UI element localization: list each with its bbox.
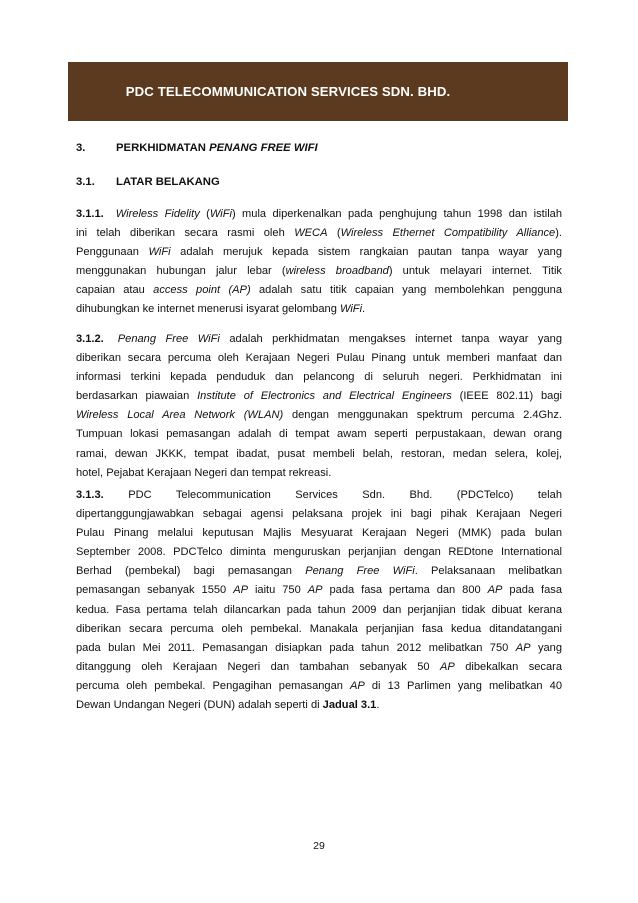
text-segment: yang (530, 641, 563, 654)
paragraph-line (76, 696, 562, 715)
text-segment: hotel, Pejabat Kerajaan Negeri dan tempat rekreasi. (76, 466, 332, 479)
text-segment: WiFi (339, 303, 363, 316)
text-segment: September 2008. PDCTelco diminta menguruskan perjanjian dengan REDtone International (76, 546, 562, 559)
paragraph-line (76, 368, 562, 387)
text-segment: di 13 Parlimen yang melibatkan 40 (364, 679, 562, 692)
paragraph-number: 3.1.1. (76, 208, 104, 220)
text-segment: Berhad (pembekal) bagi pemasangan (76, 565, 306, 578)
text-segment: diberikan secara percuma oleh Kerajaan Negeri Pulau Pinang untuk memberi manfaat dan (76, 352, 562, 365)
text-segment: informasi terkini kepada penduduk dan pelancong di seluruh negeri. Perkhidmatan ini (76, 371, 562, 384)
section-3-number: 3. (76, 142, 86, 154)
text-segment: pada fasa (502, 584, 563, 597)
text-segment: dipertanggungjawabkan sebagai agensi pelaksana projek ini bagi pihak Kerajaan Negeri (76, 508, 562, 521)
text-segment: ini telah diberikan secara rasmi oleh (76, 227, 295, 240)
text-segment: AP (233, 584, 248, 597)
text-segment: . (362, 303, 366, 316)
text-segment: AP (440, 660, 455, 673)
text-segment: AP (487, 584, 503, 597)
paragraph-line (76, 505, 562, 524)
section-3-heading (76, 142, 318, 154)
section-3-title-italic: PENANG FREE WIFI (209, 142, 318, 154)
text-segment: dihubungkan ke internet menerusi isyarat gelombang (76, 303, 340, 316)
text-segment: . (376, 699, 380, 712)
text-segment: ) untuk melayari internet. Titik (388, 265, 562, 278)
paragraph-line (76, 406, 562, 425)
text-segment: adalah perkhidmatan mengakses internet tanpa wayar yang (219, 333, 562, 345)
page-number: 29 (313, 840, 325, 852)
text-segment: Pulau Pinang melalui keputusan Majlis Mesyuarat Kerajaan Negeri (MMK) pada bulan (76, 527, 562, 540)
paragraph-line (76, 543, 562, 562)
banner-title: PDC TELECOMMUNICATION SERVICES SDN. BHD. (125, 84, 451, 99)
paragraph-number: 3.1.2. (76, 333, 104, 345)
text-segment: access point (AP) (153, 284, 251, 297)
text-segment: Tumpuan lokasi pemasangan adalah di tempat awam seperti perpustakaan, dewan orang (76, 428, 562, 441)
text-segment: ( (199, 208, 210, 220)
text-segment: Penang Free WiFi (117, 333, 220, 345)
text-segment: AP (515, 641, 531, 654)
paragraph-line (76, 243, 562, 262)
text-segment: pemasangan sebanyak 1550 (76, 584, 234, 597)
text-segment: adalah satu titik capaian yang membolehkan pengguna (250, 284, 563, 297)
paragraph-line (76, 349, 562, 368)
paragraph-number: 3.1.3. (76, 489, 129, 501)
paragraph-3-1-2 (76, 330, 562, 483)
text-segment: Jadual 3.1 (322, 699, 377, 712)
text-segment: AP (307, 584, 323, 597)
paragraph-line (76, 562, 562, 581)
paragraph-line (76, 281, 562, 300)
paragraph-line (76, 658, 562, 677)
paragraph-line (76, 677, 562, 696)
paragraph-line (76, 387, 562, 406)
text-segment: Institute of Electronics and Electrical Engineers (197, 390, 452, 403)
section-3-1-number: 3.1. (76, 176, 95, 188)
text-segment: capaian atau (76, 284, 154, 297)
text-segment: Wireless Fidelity (115, 208, 200, 220)
text-segment: Wireless Local Area Network (WLAN) (76, 409, 284, 422)
section-3-1-title: LATAR BELAKANG (116, 176, 220, 188)
text-segment: Penggunaan (76, 246, 149, 259)
paragraph-3-1-1 (76, 205, 562, 320)
text-segment: menggunakan hubungan jalur lebar ( (76, 265, 286, 278)
text-segment: WECA (294, 227, 328, 240)
text-segment: dibekalkan secara (454, 660, 562, 673)
paragraph-line (76, 300, 562, 319)
section-3-1-heading (76, 176, 220, 188)
text-segment: iaitu 750 (248, 584, 308, 597)
paragraph-line (76, 486, 562, 505)
text-segment: ditanggung oleh Kerajaan Negeri dan tambahan sebanyak 50 (76, 660, 440, 673)
text-segment: wireless broadband (285, 265, 389, 278)
text-segment: (IEEE 802.11) bagi (451, 390, 562, 403)
text-segment: diberikan secara percuma oleh pembekal. Manakala perjanjian fasa kedua ditandatangani (76, 622, 562, 635)
text-segment: dengan menggunakan spektrum percuma 2.4Ghz. (283, 409, 562, 422)
text-segment: Penang Free WiFi (305, 565, 415, 578)
text-segment: ). (555, 227, 563, 240)
text-segment: WiFi (148, 246, 171, 259)
paragraph-line (76, 425, 562, 444)
text-segment: AP (350, 679, 365, 692)
text-segment: kedua. Fasa pertama telah dilancarkan pada tahun 2009 dan perjanjian tidak dibuat kerana (76, 603, 562, 616)
text-segment: Dewan Undangan Negeri (DUN) adalah seperti di (76, 699, 323, 712)
text-segment: WiFi (209, 208, 232, 220)
paragraph-line (76, 524, 562, 543)
paragraph-line (76, 581, 562, 600)
paragraph-line (76, 620, 562, 639)
paragraph-line (76, 262, 562, 281)
text-segment: adalah merujuk kepada sistem rangkaian pautan tanpa wayar yang (170, 246, 562, 259)
paragraph-line (76, 205, 562, 224)
text-segment: ramai, dewan JKKK, tempat ibadat, pusat membeli belah, restoran, medan selera, kolej, (76, 447, 562, 460)
text-segment: pada fasa pertama dan 800 (322, 584, 488, 597)
text-segment: ( (327, 227, 341, 240)
paragraph-line (76, 330, 562, 349)
text-segment: PDC Telecommunication Services Sdn. Bhd. (PDCTelco) telah (128, 489, 562, 501)
section-3-title-plain: PERKHIDMATAN (116, 142, 210, 154)
text-segment: ) mula diperkenalkan pada penghujung tahun 1998 dan istilah (231, 208, 562, 220)
text-segment: pada bulan Mei 2011. Pemasangan disiapkan pada tahun 2012 melibatkan 750 (76, 641, 516, 654)
text-segment: percuma oleh pembekal. Pengagihan pemasangan (76, 679, 351, 692)
text-segment: berdasarkan piawaian (76, 390, 198, 403)
text-segment: Wireless Ethernet Compatibility Alliance (340, 227, 556, 240)
paragraph-line (76, 445, 562, 464)
paragraph-line (76, 639, 562, 658)
paragraph-line (76, 224, 562, 243)
header-banner (68, 62, 568, 121)
text-segment: . Pelaksanaan melibatkan (414, 565, 563, 578)
paragraph-3-1-3 (76, 486, 562, 715)
paragraph-line (76, 464, 562, 483)
paragraph-line (76, 601, 562, 620)
